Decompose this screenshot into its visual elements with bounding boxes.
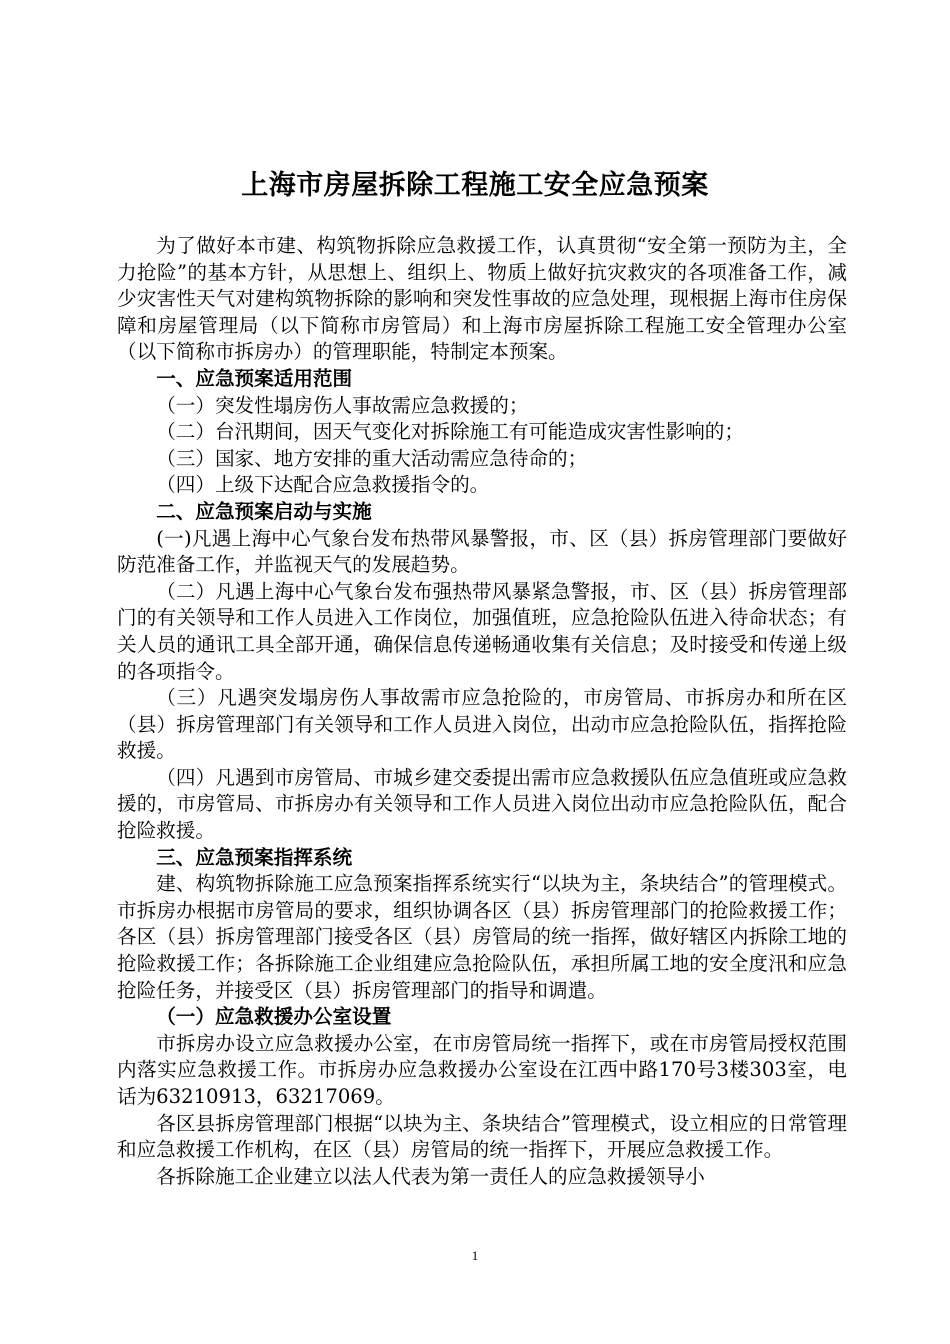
paragraph: （四）上级下达配合应急救援指令的。 xyxy=(156,473,490,497)
paragraph: 各区县拆房管理部门根据“以块为主、条块结合”管理模式，设立相应的日常管理和应急救援工作机构，在区（县）房管局的统一指挥下，开展应急救援工作。 xyxy=(117,1111,847,1162)
section-heading-1: 一、应急预案适用范围 xyxy=(156,366,353,390)
paragraph: （一）突发性塌房伤人事故需应急救援的； xyxy=(156,393,529,417)
paragraph: 市拆房办设立应急救援办公室，在市房管局统一指挥下，或在市房管局授权范围内落实应急救援工作。市拆房办应急救援办公室设在江西中路170号3楼303室，电话为63210913，63217069。 xyxy=(117,1031,847,1108)
section-heading-2: 二、应急预案启动与实施 xyxy=(156,499,372,523)
section-heading-3: 三、应急预案指挥系统 xyxy=(156,845,353,869)
paragraph: （三）国家、地方安排的重大活动需应急待命的； xyxy=(156,446,588,470)
paragraph: （三）凡遇突发塌房伤人事故需市应急抢险的，市房管局、市拆房办和所在区（县）拆房管理部门有关领导和工作人员进入岗位，出动市应急抢险队伍，指挥抢险救援。 xyxy=(117,686,847,763)
page-number: 1 xyxy=(471,1248,479,1263)
document-title: 上海市房屋拆除工程施工安全应急预案 xyxy=(241,170,709,201)
paragraph: （二）凡遇上海中心气象台发布强热带风暴紧急警报，市、区（县）拆房管理部门的有关领导和工作人员进入工作岗位，加强值班，应急抢险队伍进入待命状态；有关人员的通讯工具全部开通，确保信息传递畅通收集有关信息；及时接受和传递上级的各项指令。 xyxy=(117,579,847,683)
paragraph: (一)凡遇上海中心气象台发布热带风暴警报，市、区（县）拆房管理部门要做好防范准备工作，并监视天气的发展趋势。 xyxy=(117,526,847,577)
paragraph: 各拆除施工企业建立以法人代表为第一责任人的应急救援领导小 xyxy=(156,1164,705,1188)
paragraph: （四）凡遇到市房管局、市城乡建交委提出需市应急救援队伍应急值班或应急救援的，市房管局、市拆房办有关领导和工作人员进入岗位出动市应急抢险队伍，配合抢险救援。 xyxy=(117,765,847,843)
paragraph-intro: 为了做好本市建、构筑物拆除应急救援工作，认真贯彻“安全第一预防为主，全力抢险”的基本方针，从思想上、组织上、物质上做好抗灾救灾的各项准备工作，减少灾害性天气对建构筑物拆除的影响和突发性事故的应急处理，现根据上海市住房保障和房屋管理局（以下简称市房管局）和上海市房屋拆除工程施工安全管理办公室（以下简称市拆房办）的管理职能，特制定本预案。 xyxy=(117,234,847,364)
paragraph: （二）台汛期间，因天气变化对拆除施工有可能造成灾害性影响的； xyxy=(156,420,744,444)
subsection-heading: （一）应急救援办公室设置 xyxy=(156,1005,392,1029)
document-body xyxy=(117,233,847,1190)
paragraph: 建、构筑物拆除施工应急预案指挥系统实行“以块为主，条块结合”的管理模式。市拆房办根据市房管局的要求，组织协调各区（县）拆房管理部门的抢险救援工作；各区（县）拆房管理部门接受各区（县）房管局的统一指挥，做好辖区内拆除工地的抢险救援工作；各拆除施工企业组建应急抢险队伍，承担所属工地的安全度汛和应急抢险任务，并接受区（县）拆房管理部门的指导和调遣。 xyxy=(117,872,847,1002)
